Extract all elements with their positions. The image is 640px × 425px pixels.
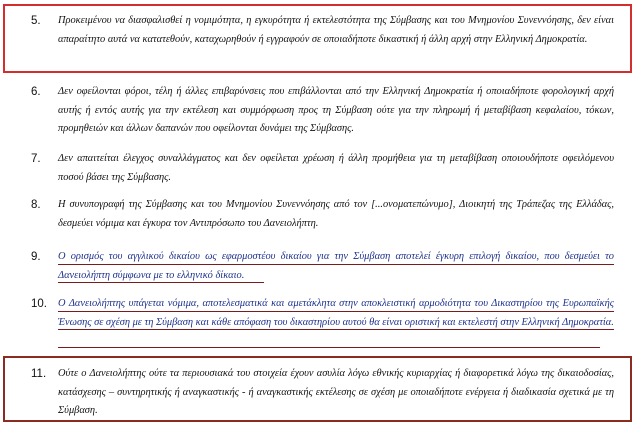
underline-9-line-1 — [58, 264, 614, 265]
paragraph-text: Προκειμένου να διασφαλισθεί η νομιμότητα, η εγκυρότητα ή εκτελεστότητα της Σύμβασης και του Μνημονίου Συνεννόησης, δεν είναι απαραίτητο αυτά να κατατεθούν, καταχωρηθούν ή εγγραφούν σε οποιαδήποτε δικαστική ή άλλη αρχή στην Ελληνική Δημοκρατία. — [58, 15, 614, 45]
paragraph-number: 11. — [31, 368, 47, 380]
underline-10-line-1 — [58, 311, 614, 312]
paragraph-number: 5. — [31, 15, 41, 27]
paragraph-text: Ούτε ο Δανειολήπτης ούτε τα περιουσιακά του στοιχεία έχουν ασυλία λόγω εθνικής κυριαρχίας ή διαφορετικά λόγω της δικαιοδοσίας, κατάσχεσης – συντηρητικής ή αναγκαστικής - ή αναγκαστικής εκτέλεσης σε σχέση με οποιαδήποτε ενέργεια ή διαδικασία σχετικά με τη Σύμβαση. — [58, 368, 614, 416]
paragraph-number: 7. — [31, 153, 41, 165]
paragraph-text: Δεν οφείλονται φόροι, τέλη ή άλλες επιβαρύνσεις που επιβάλλονται από την Ελληνική Δημοκρατία ή οποιαδήποτε φορολογική αρχή αυτής ή εντός αυτής για την εκτέλεση και συμμόρφωση προς τη Σύμβαση ούτε για την πληρωμή ή μεταβίβαση κεφαλαίου, τόκων, προμηθειών και άλλων δαπανών που οφείλονται δυνάμει της Σύμβασης. — [58, 86, 614, 134]
paragraph-text: Ο Δανειολήπτης υπάγεται νόμιμα, αποτελεσματικά και αμετάκλητα στην αποκλειστική αρμοδιότητα του Δικαστηρίου της Ευρωπαϊκής Ένωσης σε σχέση με τη Σύμβαση και κάθε απόφαση του δικαστηρίου αυτού θα είναι οριστική και εκτελεστή στην Ελληνική Δημοκρατία. — [58, 298, 614, 328]
underline-10-line-2 — [58, 329, 614, 330]
paragraph-text: Δεν απαιτείται έλεγχος συναλλάγματος και δεν οφείλεται χρέωση ή άλλη προμήθεια για τη μεταβίβαση οποιουδήποτε οφειλόμενου ποσού βάσει της Σύμβασης. — [58, 153, 614, 183]
paragraph-number: 9. — [31, 251, 41, 263]
paragraph-text: Η συνυπογραφή της Σύμβασης και του Μνημονίου Συνεννόησης από τον [...ονοματεπώνυμο], Διοικητή της Τράπεζας της Ελλάδας, δεσμεύει νόμιμα και έγκυρα τον Αντιπρόσωπο του Δανειολήπτη. — [58, 199, 614, 229]
paragraph-number: 8. — [31, 199, 41, 211]
underline-9-line-2 — [58, 282, 264, 283]
underline-10-line-3 — [58, 347, 600, 348]
paragraph-text: Ο ορισμός του αγγλικού δικαίου ως εφαρμοστέου δικαίου για την Σύμβαση αποτελεί έγκυρη επιλογή δικαίου, που δεσμεύει το Δανειολήπτη σύμφωνα με το ελληνικό δίκαιο. — [58, 251, 614, 281]
paragraph-number: 10. — [31, 298, 47, 310]
paragraph-number: 6. — [31, 86, 41, 98]
